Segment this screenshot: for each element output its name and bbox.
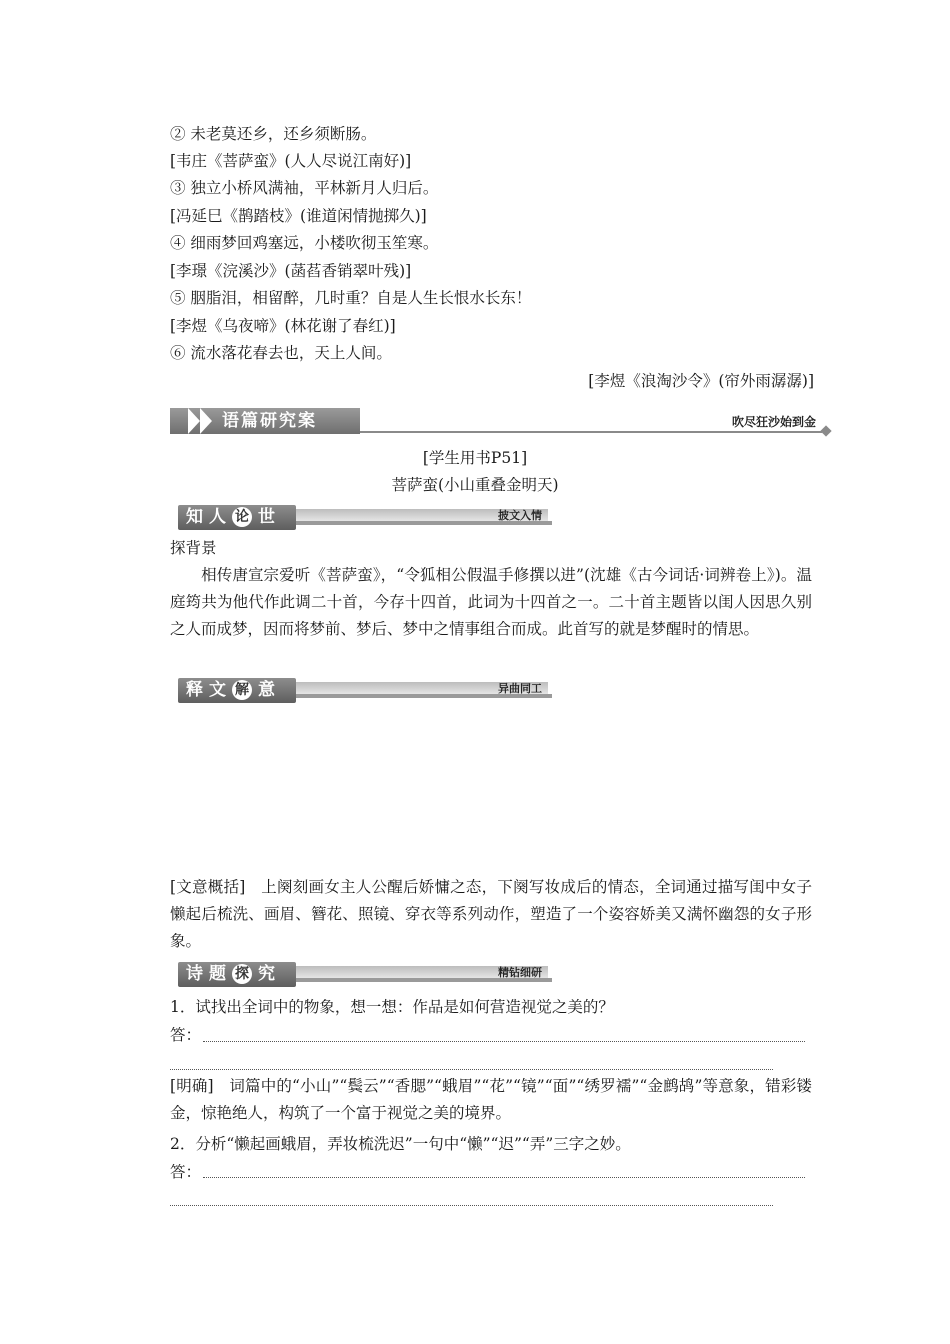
poem-title: 菩萨蛮(小山重叠金明天) — [391, 476, 559, 494]
subheader-title: 释文 解 意 — [186, 680, 281, 700]
background-paragraph: 相传唐宣宗爱听《菩萨蛮》，“令狐相公假温手修撰以进”(沈雄《古今词话·词辨卷上》)。温庭筠共为他代作此调二十首，今存十四首，此词为十四首之一。二十首主题皆以闺人因思久别之人而成梦，因而将梦前、梦后、梦中之情事组合而成。此首写的就是梦醒时的情思。 — [170, 566, 812, 638]
poem-line: ③ 独立小桥风满袖，平林新月人归后。 — [170, 179, 439, 197]
title-circle: 解 — [232, 680, 252, 700]
poem-source: [冯延巳《鹊踏枝》(谁道闲情抛掷久)] — [170, 207, 427, 225]
chevron-icon — [200, 408, 212, 434]
book-reference: [学生用书P51] — [422, 449, 528, 467]
question-1: 1．试找出全词中的物象，想一想：作品是如何营造视觉之美的？ — [170, 998, 614, 1016]
banner-rule — [360, 431, 822, 433]
title-circle: 论 — [232, 507, 252, 527]
subheader-caption: 精钻细研 — [498, 966, 542, 979]
answer-line[interactable] — [203, 1041, 805, 1042]
subheader-shiwen — [174, 678, 554, 704]
title-circle: 探 — [232, 964, 252, 984]
subheader-title: 知人 论 世 — [186, 507, 281, 527]
poem-source-last: [李煜《浪淘沙令》(帘外雨潺潺)] — [588, 372, 814, 390]
subheader-title: 诗题 探 究 — [186, 964, 281, 984]
answer-line[interactable] — [170, 1205, 773, 1206]
section-title: 语篇研究案 — [222, 411, 317, 431]
answer-line[interactable] — [203, 1177, 805, 1178]
poem-source: [李煜《乌夜啼》(林花谢了春红)] — [170, 317, 396, 335]
poem-source: [韦庄《菩萨蛮》(人人尽说江南好)] — [170, 152, 412, 170]
answer-label: 答： — [170, 1163, 202, 1181]
section-banner — [170, 404, 830, 434]
answer-label: 答： — [170, 1026, 202, 1044]
subheader-caption: 异曲同工 — [498, 682, 542, 695]
subheader-caption: 披文入情 — [498, 509, 542, 522]
poem-source: [李璟《浣溪沙》(菡萏香销翠叶残)] — [170, 262, 412, 280]
section-motto: 吹尽狂沙始到金 — [731, 415, 816, 429]
section-heading: 探背景 — [170, 539, 217, 557]
question-2: 2．分析“懒起画蛾眉，弄妆梳洗迟”一句中“懒”“迟”“弄”三字之妙。 — [170, 1135, 631, 1153]
chevron-icon — [188, 408, 200, 434]
poem-line: ⑤ 胭脂泪，相留醉，几时重？自是人生长恨水长东！ — [170, 289, 532, 307]
diamond-icon — [820, 425, 831, 436]
poem-line: ② 未老莫还乡，还乡须断肠。 — [170, 125, 377, 143]
answer-line[interactable] — [170, 1069, 773, 1070]
clarify-paragraph: [明确] 词篇中的“小山”“鬓云”“香腮”“蛾眉”“花”“镜”“面”“绣罗襦”“金鹧鸪”等意象，错彩镂金，惊艳绝人，构筑了一个富于视觉之美的境界。 — [170, 1077, 812, 1122]
summary-paragraph: [文意概括] 上阕刻画女主人公醒后娇慵之态，下阕写妆成后的情态，全词通过描写闺中女子懒起后梳洗、画眉、簪花、照镜、穿衣等系列动作，塑造了一个姿容娇美又满怀幽怨的女子形象。 — [170, 878, 812, 950]
subheader-zhiren — [174, 505, 554, 531]
poem-line: ⑥ 流水落花春去也，天上人间。 — [170, 344, 392, 362]
poem-line: ④ 细雨梦回鸡塞远，小楼吹彻玉笙寒。 — [170, 234, 439, 252]
subheader-shiti — [174, 962, 554, 988]
